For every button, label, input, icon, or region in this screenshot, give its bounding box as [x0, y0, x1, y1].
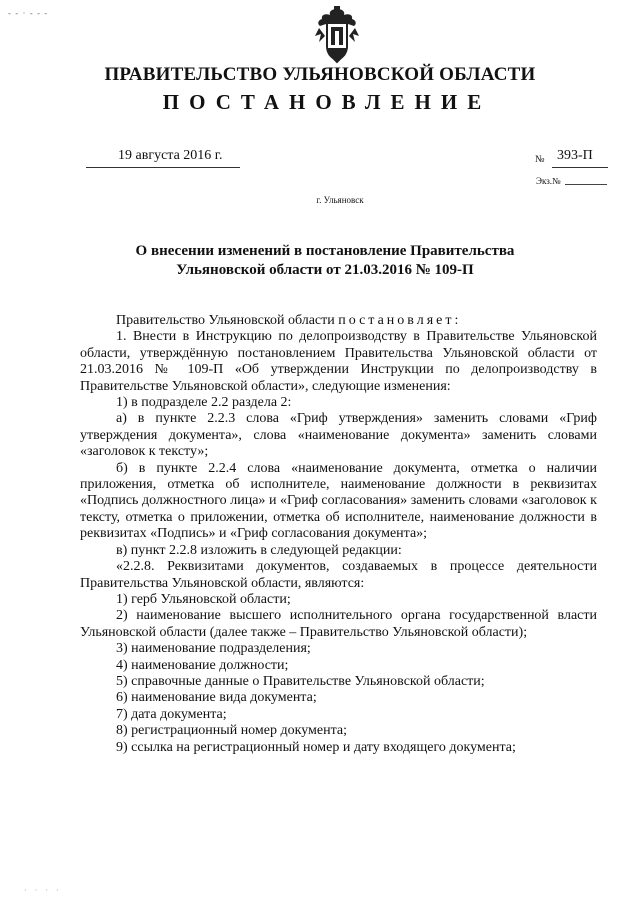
subject-line-1: О внесении изменений в постановление Правительства	[135, 243, 515, 259]
paragraph: 5) справочные данные о Правительстве Ульяновской области;	[116, 673, 485, 689]
paragraph: б) в пункте 2.2.4 слова «наименование документа, отметка о наличии приложения, отметка об исполнителе, наименование должности в реквизитах «Подпись должностного лица» и «Гриф согласования» заменить словами «заголовок к тексту, отметка о приложении, отметка об исполнителе, наименование должности в реквизитах «Подпись» и «Гриф согласования документа»;	[80, 460, 597, 542]
paragraph: 4) наименование должности;	[116, 657, 289, 673]
paragraph: 1) герб Ульяновской области;	[116, 591, 291, 607]
scan-mark: - - · - - -	[8, 8, 49, 18]
paragraph: «2.2.8. Реквизитами документов, создаваемых в процессе деятельности Правительства Ульяновской области, являются:	[80, 559, 597, 591]
subject-line-2: Ульяновской области от 21.03.2016 № 109-П	[176, 262, 474, 278]
number-sign: №	[535, 154, 545, 165]
document-date: 19 августа 2016 г.	[118, 148, 223, 163]
number-value: 393-П	[557, 148, 593, 163]
city: г. Ульяновск	[316, 195, 364, 205]
government-title: ПРАВИТЕЛЬСТВО УЛЬЯНОВСКОЙ ОБЛАСТИ	[104, 64, 536, 85]
document-type: ПОСТАНОВЛЕНИЕ	[162, 90, 492, 114]
document-body	[80, 313, 597, 756]
paragraph: 1. Внести в Инструкцию по делопроизводству в Правительстве Ульяновской области, утверждённую постановлением Правительства Ульяновской области от 21.03.2016 № 109-П «Об утверждении Инструкции по делопроизводству в Правительстве Ульяновской области», следующие изменения:	[80, 329, 597, 394]
paragraph: а) в пункте 2.2.3 слова «Гриф утверждения» заменить словами «Гриф утверждения документа», слова «наименование документа» заменить словами «заголовок к тексту»;	[80, 411, 597, 460]
number-underline	[552, 167, 608, 168]
document-subject	[110, 242, 540, 280]
lead-verb: постановляет:	[338, 313, 462, 328]
paragraph: 1) в подразделе 2.2 раздела 2:	[116, 395, 292, 411]
paragraph: 7) дата документа;	[116, 706, 227, 722]
paragraph: 2) наименование высшего исполнительного органа государственной власти Ульяновской области (далее также – Правительство Ульяновской области);	[80, 608, 597, 640]
paragraph: 6) наименование вида документа;	[116, 690, 317, 706]
body-lead	[80, 313, 597, 329]
lead-prefix: Правительство Ульяновской области	[116, 313, 339, 328]
paragraph: 8) регистрационный номер документа;	[116, 723, 347, 739]
scan-corner-marks: · · · ·	[24, 886, 62, 895]
coat-of-arms-icon	[313, 6, 361, 64]
paragraph: 9) ссылка на регистрационный номер и дату входящего документа;	[116, 739, 516, 755]
copy-number-label: Экз.№	[536, 176, 561, 186]
paragraph: в) пункт 2.2.8 изложить в следующей редакции:	[116, 542, 402, 558]
date-underline	[86, 167, 240, 168]
copy-number-underline	[565, 184, 607, 185]
paragraph: 3) наименование подразделения;	[116, 641, 311, 657]
